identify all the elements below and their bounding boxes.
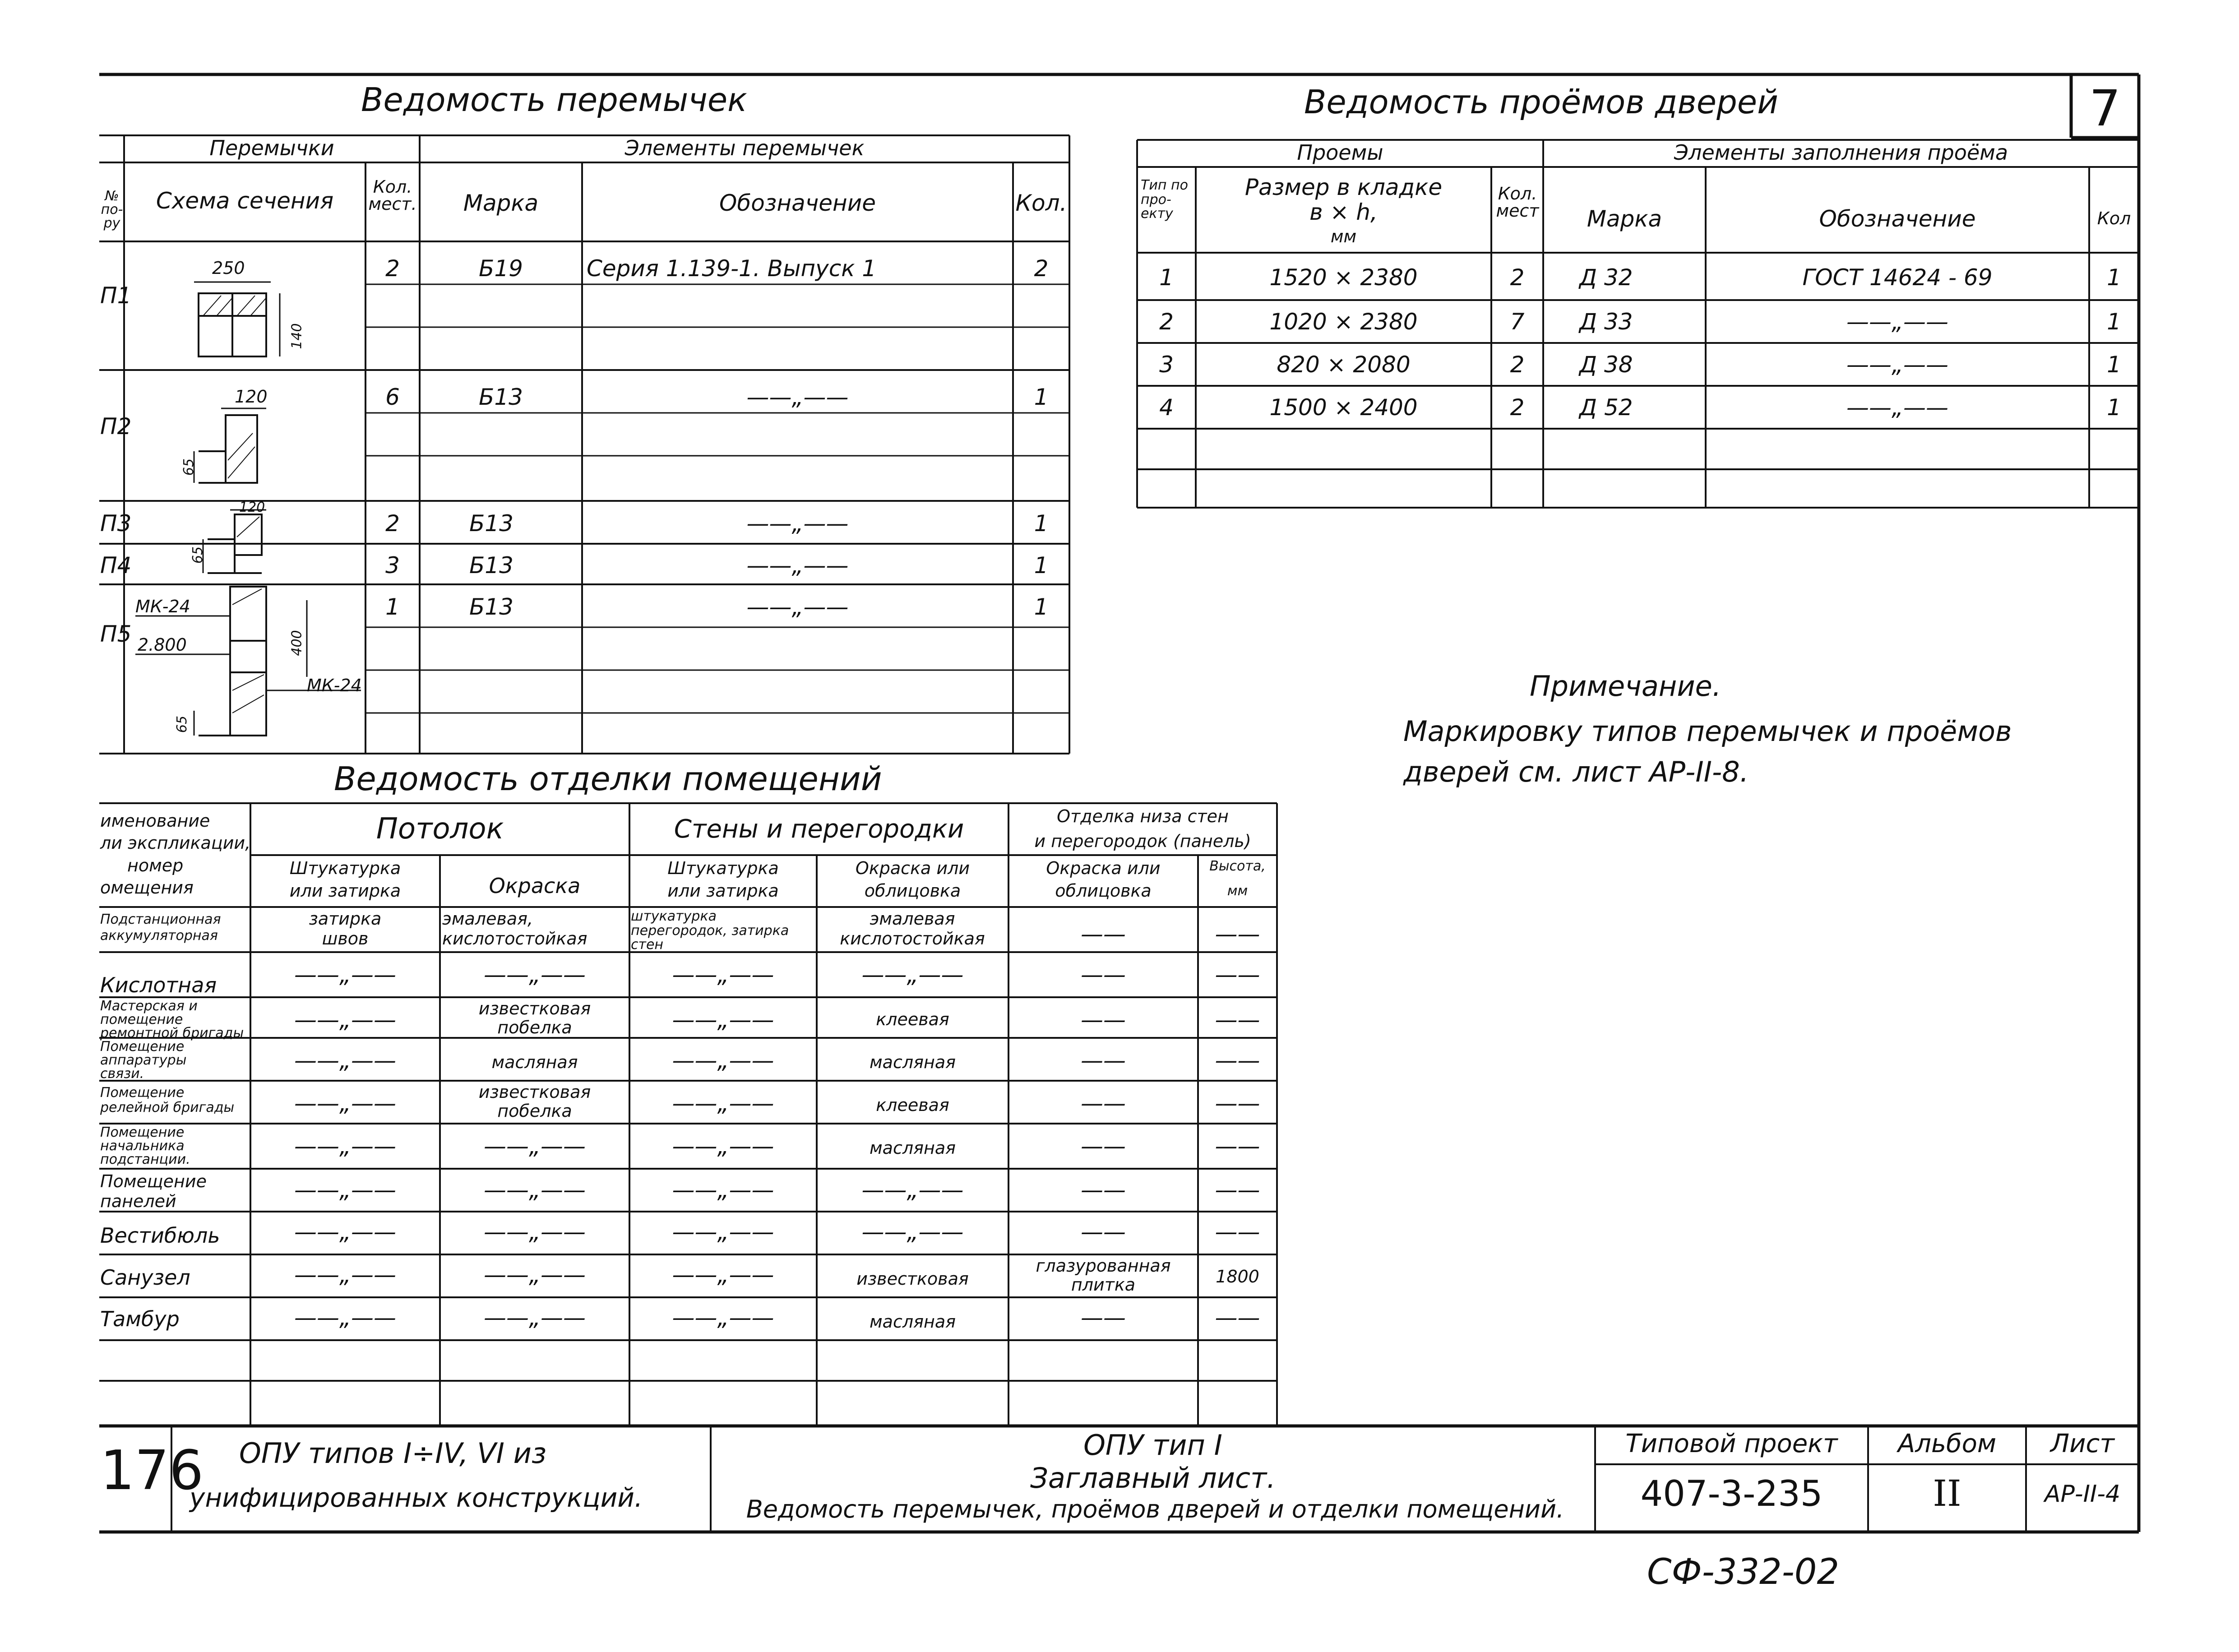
page-number: 176: [100, 1439, 204, 1502]
doors-col-size-3: мм: [1330, 227, 1357, 246]
title-center-line-2: Заглавный лист.: [1030, 1462, 1276, 1495]
wall-plaster: штукатурка перегородок, затирка стен: [631, 908, 789, 953]
finishing-sub-height-2: мм: [1227, 883, 1248, 899]
lower-paint: ——: [1081, 1090, 1126, 1116]
wall-plaster: ——„——: [672, 1133, 774, 1159]
lintel-no: П2: [100, 413, 132, 440]
ceiling-paint: ——„——: [484, 1177, 586, 1203]
room-name: Помещение панелей: [100, 1171, 207, 1211]
dim-label: 2.800: [138, 635, 187, 655]
ceiling-paint: известковая побелка: [478, 999, 591, 1037]
note-line-2: дверей см. лист АР-II-8.: [1403, 755, 1749, 788]
lower-paint: ——: [1081, 1007, 1126, 1033]
wall-paint: ——„——: [861, 1177, 964, 1203]
door-size: 820 × 2080: [1277, 352, 1411, 378]
lintel-no: П5: [100, 621, 132, 647]
lintel-designation: Серия 1.139-1. Выпуск 1: [587, 255, 877, 282]
lower-height: ——: [1215, 1177, 1260, 1203]
dim-label: МК-24: [135, 597, 190, 616]
finishing-col-name-2: ли экспликации,: [100, 833, 251, 853]
lintel-mark: Б19: [479, 255, 523, 282]
door-designation: ——„——: [1846, 394, 1948, 421]
wall-paint: масляная: [870, 1138, 956, 1158]
dim-label: 140: [289, 323, 305, 349]
lintel-count: 1: [385, 594, 400, 620]
lower-paint: ——: [1081, 1047, 1126, 1074]
finishing-sub-paint: Окраска: [489, 874, 581, 898]
finishing-sub-height: Высота,: [1209, 858, 1266, 874]
doors-col-size: Размер в кладке: [1244, 174, 1443, 200]
finishing-col-name-4: омещения: [100, 878, 194, 898]
wall-plaster: ——„——: [672, 1090, 774, 1116]
sheet-number: 7: [2089, 79, 2121, 137]
door-mark: Д 52: [1579, 394, 1633, 421]
lower-paint: ——: [1081, 1219, 1126, 1245]
lower-paint: ——: [1081, 1305, 1126, 1331]
wall-plaster: ——„——: [672, 1262, 774, 1288]
lower-height: ——: [1215, 962, 1260, 988]
room-name: Помещение начальника подстанции.: [100, 1124, 190, 1167]
lintel-qty: 1: [1034, 594, 1049, 620]
wall-plaster: ——„——: [672, 1305, 774, 1331]
room-name: Мастерская и помещение ремонтной бригады: [100, 998, 244, 1041]
room-name: Кислотная: [100, 973, 217, 997]
ceiling-paint: эмалевая, кислотостойкая: [442, 909, 588, 949]
lintels-col-qty: Кол.: [1015, 190, 1067, 216]
finishing-col-walls: Стены и перегородки: [674, 814, 964, 844]
lintel-designation: ——„——: [746, 510, 849, 537]
lintels-col-no: № по-ру: [101, 188, 123, 231]
wall-paint: ——„——: [861, 962, 964, 988]
lower-height: ——: [1215, 1219, 1260, 1245]
door-qty: 1: [2107, 264, 2121, 291]
doors-col-type: Тип по про-екту: [1141, 177, 1188, 222]
finishing-col-name-3: номер: [127, 855, 184, 875]
lower-height: ——: [1215, 1090, 1260, 1116]
dim-label: 65: [174, 715, 190, 733]
lower-paint: ——: [1081, 921, 1126, 947]
lower-height: ——: [1215, 1305, 1260, 1331]
doors-col-size-2: в × h,: [1309, 199, 1378, 225]
lower-paint: ——: [1081, 962, 1126, 988]
door-size: 1500 × 2400: [1269, 394, 1418, 421]
doors-col-count: Кол. мест: [1496, 184, 1539, 221]
dim-label: 65: [181, 458, 197, 476]
finishing-sub-w-paint-2: облицовка: [864, 881, 961, 901]
lintel-qty: 1: [1034, 552, 1049, 578]
title-left-line-2: унифицированных конструкций.: [190, 1482, 643, 1513]
ceiling-paint: ——„——: [484, 1262, 586, 1288]
ceiling-paint: ——„——: [484, 1305, 586, 1331]
doors-group-openings: Проемы: [1297, 140, 1383, 165]
title-left-line-1: ОПУ типов I÷IV, VI из: [239, 1437, 546, 1470]
door-count: 7: [1510, 309, 1525, 335]
lower-height: ——: [1215, 1047, 1260, 1074]
door-type: 1: [1159, 264, 1174, 291]
door-type: 2: [1159, 309, 1174, 335]
wall-plaster: ——„——: [672, 1219, 774, 1245]
ceiling-plaster: ——„——: [294, 1305, 396, 1331]
dim-label: 250: [212, 258, 245, 278]
lintel-count: 2: [385, 510, 400, 537]
lintel-mark: Б13: [479, 384, 523, 410]
lower-height: ——: [1215, 921, 1260, 947]
lintel-designation: ——„——: [746, 594, 849, 620]
door-designation: ГОСТ 14624 - 69: [1802, 264, 1993, 291]
lintel-mark: Б13: [469, 552, 513, 578]
finishing-sub-l-paint: Окраска или: [1046, 858, 1161, 878]
ceiling-plaster: ——„——: [294, 1177, 396, 1203]
lintel-qty: 2: [1034, 255, 1049, 282]
doors-col-qty: Кол: [2097, 208, 2131, 228]
album-value: II: [1933, 1472, 1961, 1514]
wall-paint: ——„——: [861, 1219, 964, 1245]
door-designation: ——„——: [1846, 352, 1948, 378]
wall-paint: клеевая: [876, 1095, 949, 1115]
lintels-col-mark: Марка: [463, 190, 539, 216]
lower-paint: глазурованная плитка: [1036, 1256, 1171, 1295]
finishing-sub-plaster: Штукатурка: [289, 858, 401, 878]
lintel-no: П3: [100, 510, 132, 537]
room-name: Помещение релейной бригады: [100, 1085, 235, 1115]
finishing-sub-l-paint-2: облицовка: [1055, 881, 1152, 901]
archive-code: СФ-332-02: [1647, 1552, 1840, 1592]
title-center-line-3: Ведомость перемычек, проёмов дверей и отделки помещений.: [746, 1495, 1564, 1523]
wall-paint: клеевая: [876, 1009, 949, 1029]
dim-label: 400: [289, 630, 305, 656]
door-size: 1020 × 2380: [1269, 309, 1418, 335]
lintel-count: 2: [385, 255, 400, 282]
ceiling-paint: известковая побелка: [478, 1082, 591, 1121]
doors-col-mark: Марка: [1587, 206, 1662, 232]
lower-height: 1800: [1216, 1267, 1259, 1286]
title-center-line-1: ОПУ тип I: [1083, 1429, 1222, 1462]
wall-paint: масляная: [870, 1312, 956, 1332]
wall-paint: масляная: [870, 1052, 956, 1072]
ceiling-plaster: ——„——: [294, 1090, 396, 1116]
ceiling-plaster: ——„——: [294, 962, 396, 988]
doors-col-designation: Обозначение: [1819, 206, 1976, 232]
lower-paint: ——: [1081, 1133, 1126, 1159]
room-name: Санузел: [100, 1265, 190, 1290]
finishing-col-lower: Отделка низа стен: [1057, 806, 1229, 826]
lintels-title: Ведомость перемычек: [361, 81, 747, 119]
sheet-value: АР-II-4: [2044, 1481, 2121, 1508]
door-qty: 1: [2107, 352, 2121, 378]
ceiling-plaster: ——„——: [294, 1219, 396, 1245]
ceiling-plaster: ——„——: [294, 1007, 396, 1033]
wall-plaster: ——„——: [672, 962, 774, 988]
lower-height: ——: [1215, 1007, 1260, 1033]
dim-label: 120: [239, 500, 265, 515]
finishing-sub-w-paint: Окраска или: [855, 858, 970, 878]
note-title: Примечание.: [1530, 670, 1721, 703]
finishing-sub-w-plaster-2: или затирка: [667, 881, 779, 901]
lintel-count: 3: [385, 552, 400, 578]
lintel-designation: ——„——: [746, 384, 849, 410]
lintels-col-scheme: Схема сечения: [156, 188, 334, 214]
finishing-col-ceiling: Потолок: [376, 812, 504, 846]
finishing-title: Ведомость отделки помещений: [334, 760, 882, 798]
dim-label: 65: [190, 546, 206, 564]
dim-label: МК-24: [307, 676, 362, 695]
lintel-no: П4: [100, 552, 132, 578]
lintel-qty: 1: [1034, 510, 1049, 537]
ceiling-paint: ——„——: [484, 1133, 586, 1159]
lintels-group-elements: Элементы перемычек: [625, 136, 865, 160]
lintel-count: 6: [385, 384, 400, 410]
doors-group-elements: Элементы заполнения проёма: [1674, 140, 2008, 165]
wall-plaster: ——„——: [672, 1047, 774, 1074]
door-size: 1520 × 2380: [1269, 264, 1418, 291]
ceiling-plaster: ——„——: [294, 1262, 396, 1288]
album-label: Альбом: [1897, 1429, 1997, 1458]
door-count: 2: [1510, 352, 1525, 378]
lintel-qty: 1: [1034, 384, 1049, 410]
door-mark: Д 32: [1579, 264, 1633, 291]
wall-paint: эмалевая кислотостойкая: [840, 909, 985, 949]
ceiling-plaster: затирка швов: [309, 909, 382, 949]
wall-plaster: ——„——: [672, 1177, 774, 1203]
lintels-grid: [99, 135, 1069, 754]
door-count: 2: [1510, 264, 1525, 291]
ceiling-plaster: ——„——: [294, 1133, 396, 1159]
lintel-designation: ——„——: [746, 552, 849, 578]
room-name: Помещение аппаратуры связи.: [100, 1039, 187, 1082]
door-qty: 1: [2107, 394, 2121, 421]
finishing-col-name-1: именование: [100, 811, 210, 831]
door-designation: ——„——: [1846, 309, 1948, 335]
room-name: Подстанционная аккумуляторная: [100, 912, 221, 944]
door-qty: 1: [2107, 309, 2121, 335]
lintels-group-lintels: Перемычки: [209, 136, 334, 160]
wall-paint: известковая: [856, 1269, 969, 1289]
room-name: Вестибюль: [100, 1223, 220, 1248]
ceiling-paint: масляная: [491, 1052, 578, 1072]
finishing-col-lower-2: и перегородок (панель): [1034, 831, 1251, 851]
ceiling-paint: ——„——: [484, 1219, 586, 1245]
door-mark: Д 38: [1579, 352, 1633, 378]
door-count: 2: [1510, 394, 1525, 421]
sheet-label: Лист: [2050, 1429, 2114, 1458]
door-type: 4: [1159, 394, 1174, 421]
finishing-sub-w-plaster: Штукатурка: [667, 858, 779, 878]
door-type: 3: [1159, 352, 1174, 378]
lintels-col-designation: Обозначение: [719, 190, 876, 216]
room-name: Тамбур: [100, 1307, 180, 1331]
lower-height: ——: [1215, 1133, 1260, 1159]
lintel-no: П1: [100, 282, 132, 309]
lintels-col-count: Кол. мест.: [368, 177, 417, 214]
project-value: 407-3-235: [1640, 1474, 1823, 1514]
lintel-mark: Б13: [469, 594, 513, 620]
project-label: Типовой проект: [1625, 1429, 1838, 1458]
lower-paint: ——: [1081, 1177, 1126, 1203]
doors-title: Ведомость проёмов дверей: [1304, 83, 1778, 121]
ceiling-paint: ——„——: [484, 962, 586, 988]
finishing-sub-plaster-2: или затирка: [289, 881, 401, 901]
note-line-1: Маркировку типов перемычек и проёмов: [1403, 715, 2012, 748]
wall-plaster: ——„——: [672, 1007, 774, 1033]
lintel-mark: Б13: [469, 510, 513, 537]
door-mark: Д 33: [1579, 309, 1633, 335]
finishing-col-name: [100, 810, 250, 899]
dim-label: 120: [235, 387, 268, 407]
ceiling-plaster: ——„——: [294, 1047, 396, 1074]
